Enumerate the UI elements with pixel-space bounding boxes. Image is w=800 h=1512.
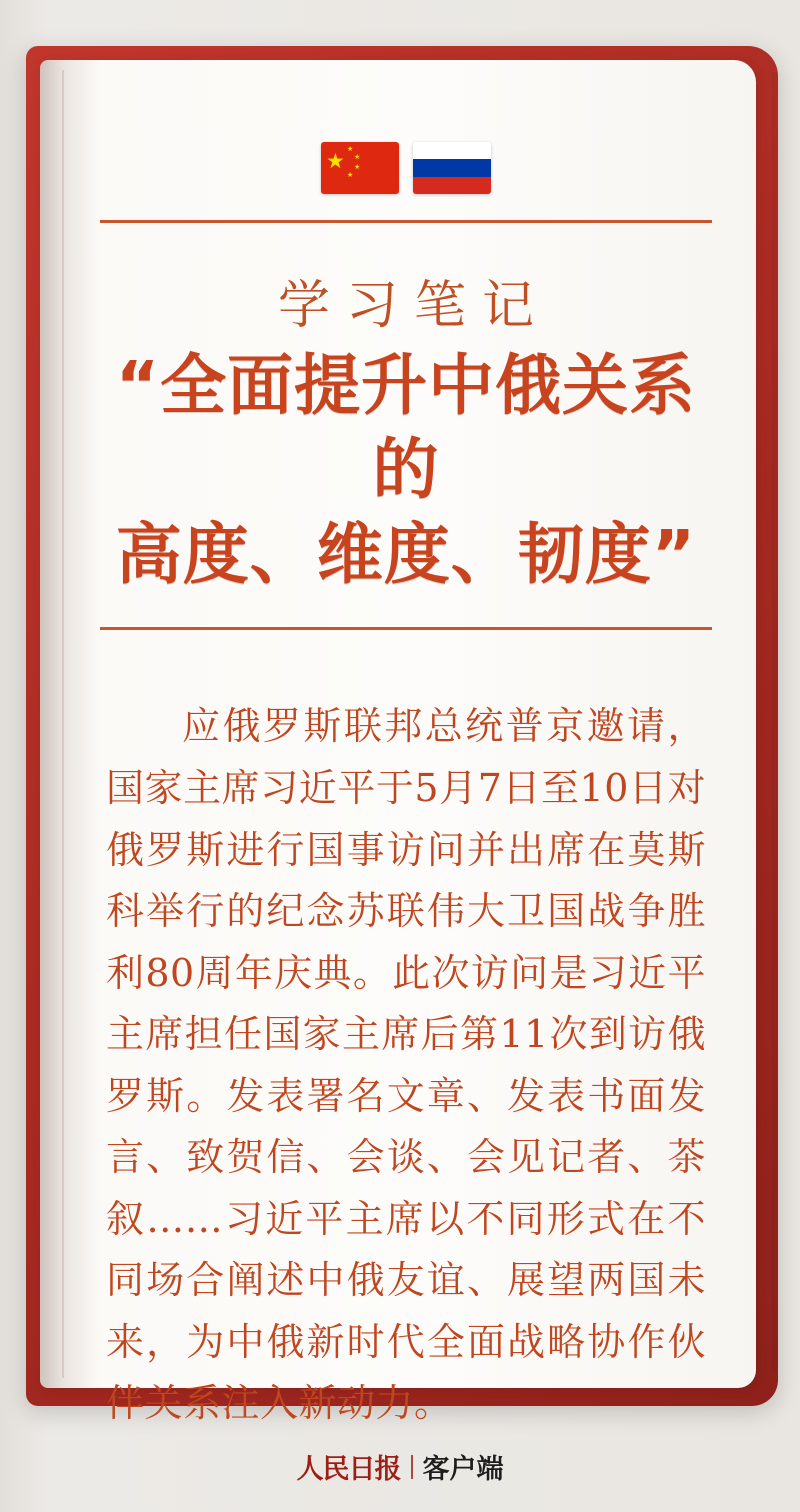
flag-russia-red-band: [413, 177, 491, 194]
notebook-spine-line: [62, 70, 64, 1378]
product-name: 客户端: [422, 1454, 504, 1485]
star-small-4-icon: ★: [347, 171, 354, 179]
star-small-2-icon: ★: [354, 153, 361, 161]
publisher-name: 人民日报: [296, 1454, 401, 1485]
star-small-1-icon: ★: [347, 145, 354, 153]
flag-russia-blue-band: [413, 159, 491, 176]
flag-china-icon: [321, 142, 399, 194]
flag-russia-icon: [413, 142, 491, 194]
divider-top: [100, 220, 712, 223]
flag-russia-white-band: [413, 142, 491, 159]
star-large-icon: ★: [326, 149, 345, 173]
notebook-spine-shadow: [40, 60, 98, 1388]
flags-row: [96, 80, 716, 194]
kicker-title: 学习笔记: [277, 276, 550, 336]
footer-divider: [411, 1455, 413, 1479]
body-paragraph: 应俄罗斯联邦总统普京邀请，国家主席习近平于5月7日至10日对俄罗斯进行国事访问并出席在莫斯科举行的纪念苏联伟大卫国战争胜利80周年庆典。此次访问是习近平主席担任国家主席后第11次到访俄罗斯。发表署名文章、发表书面发言、致贺信、会谈、会见记者、茶叙……习近平主席以不同形式在不同场合阐述中俄友谊、展望两国未来，为中俄新时代全面战略协作伙伴关系注入新动力。: [106, 704, 706, 1426]
page-edge-shadow: [772, 72, 780, 1372]
star-small-3-icon: ★: [354, 163, 361, 171]
poster-content: [96, 80, 716, 1426]
divider-bottom: [100, 627, 712, 630]
footer-logo: [0, 1447, 800, 1486]
page-title-line-2: 高度、维度、韧度”: [115, 515, 697, 593]
page-title-line-1: “全面提升中俄关系的: [115, 347, 697, 509]
page-title: [96, 344, 716, 597]
